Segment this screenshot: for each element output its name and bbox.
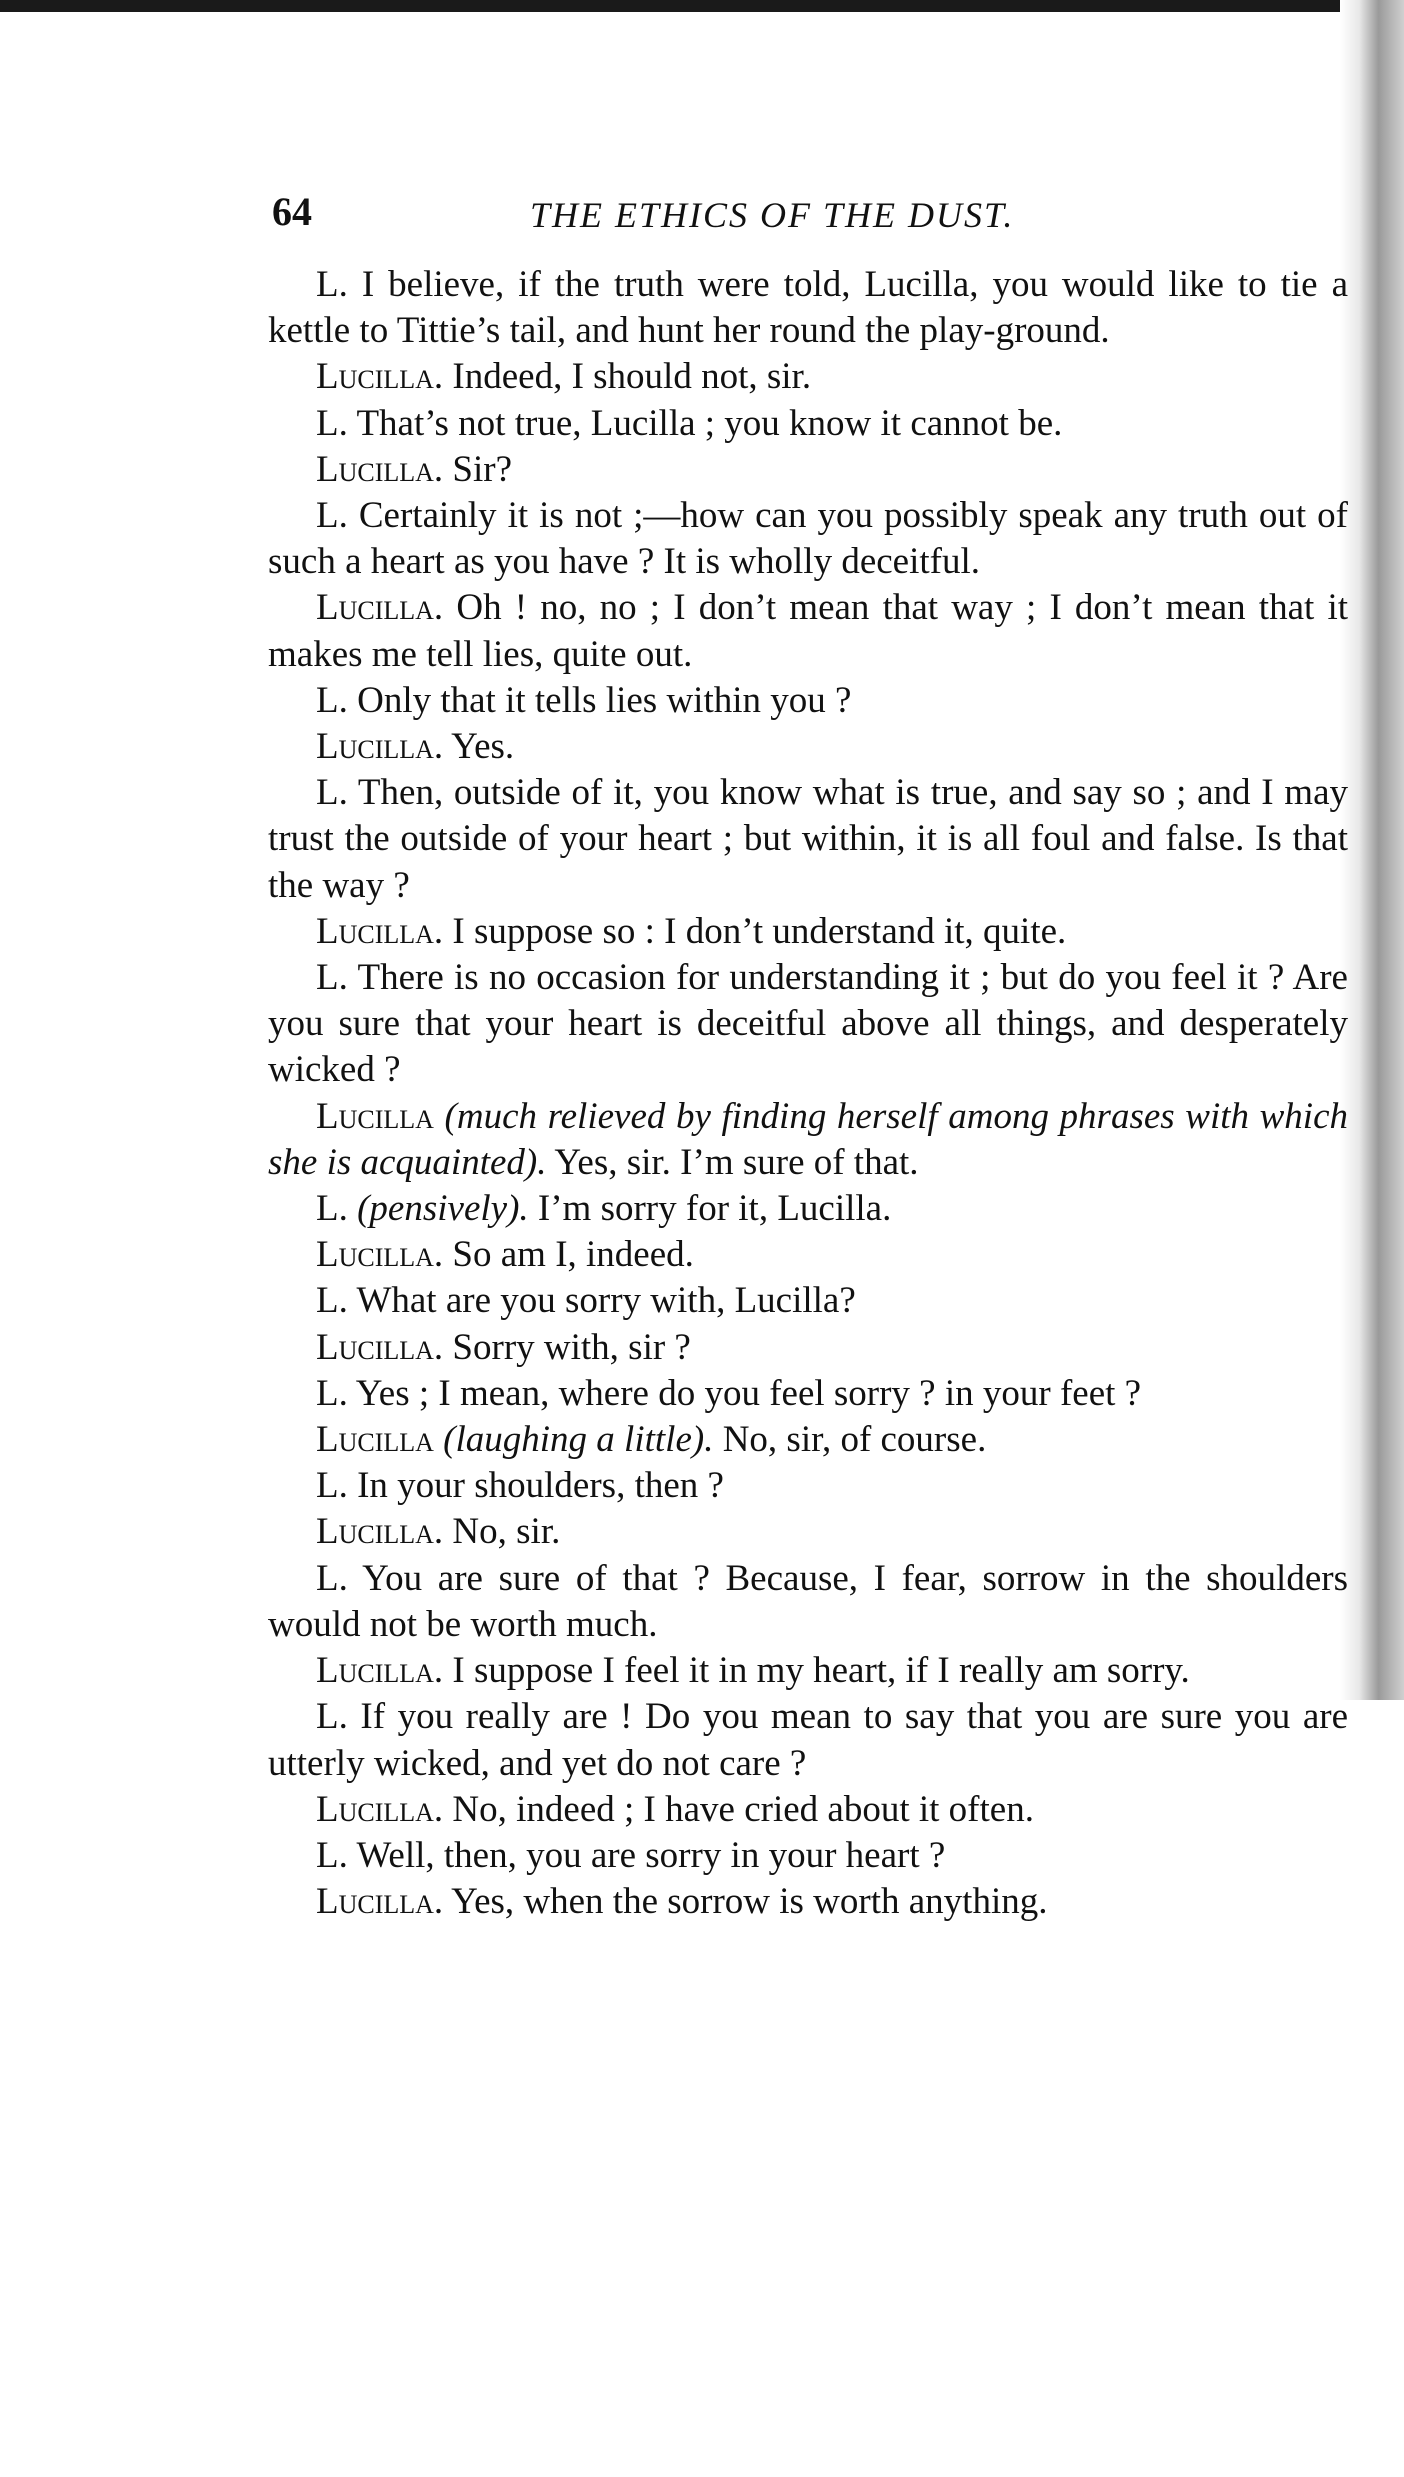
speaker-name: L. xyxy=(316,1465,348,1507)
dialogue-line xyxy=(268,1417,1348,1463)
speaker-name: L. xyxy=(316,772,348,814)
dialogue-text: Then, outside of it, you know what is true, and say so ; and I may trust the outside of your heart ; but within, it is all foul and false. Is that the way ? xyxy=(268,772,1348,906)
dialogue-line xyxy=(268,1232,1348,1278)
speaker-name: L. xyxy=(316,1834,348,1876)
speaker-name: Lucilla. xyxy=(316,1881,444,1923)
speaker-name: Lucilla. xyxy=(316,1234,444,1276)
dialogue-line xyxy=(268,1186,1348,1232)
dialogue-body xyxy=(268,262,1348,1925)
page-edge-shadow xyxy=(1340,0,1404,1700)
scan-top-border xyxy=(0,0,1404,12)
speaker-name: L. xyxy=(316,1280,348,1322)
speaker-name: Lucilla. xyxy=(316,587,444,629)
dialogue-line xyxy=(268,493,1348,585)
dialogue-line xyxy=(268,1787,1348,1833)
dialogue-text: What are you sorry with, Lucilla? xyxy=(356,1280,856,1322)
dialogue-line xyxy=(268,1556,1348,1648)
speaker-name: Lucilla. xyxy=(316,1788,444,1830)
dialogue-line xyxy=(268,1509,1348,1555)
dialogue-line xyxy=(268,724,1348,770)
dialogue-line xyxy=(268,354,1348,400)
dialogue-text: I believe, if the truth were told, Lucilla, you would like to tie a kettle to Tittie’s tail, and hunt her round the play-ground. xyxy=(268,264,1349,352)
dialogue-text: That’s not true, Lucilla ; you know it cannot be. xyxy=(356,402,1063,444)
dialogue-line xyxy=(268,1278,1348,1324)
dialogue-text: Yes. xyxy=(451,726,515,768)
speaker-name: Lucilla. xyxy=(316,910,444,952)
speaker-name: Lucilla. xyxy=(316,356,444,398)
dialogue-line xyxy=(268,1648,1348,1694)
dialogue-line xyxy=(268,770,1348,909)
speaker-name: Lucilla. xyxy=(316,448,444,490)
speaker-name: L. xyxy=(316,264,348,305)
dialogue-text: If you really are ! Do you mean to say that you are sure you are utterly wicked, and yet do not care ? xyxy=(268,1696,1348,1784)
speaker-name: L. xyxy=(316,679,348,721)
dialogue-text: Sir? xyxy=(452,448,513,490)
dialogue-text: So am I, indeed. xyxy=(452,1234,694,1276)
speaker-name: L. xyxy=(316,957,348,999)
dialogue-line xyxy=(268,585,1348,677)
page-number: 64 xyxy=(272,189,312,234)
dialogue-line xyxy=(268,1325,1348,1371)
dialogue-line xyxy=(268,447,1348,493)
dialogue-text: Yes, sir. I’m sure of that. xyxy=(554,1141,919,1183)
speaker-name: L. xyxy=(316,1188,348,1230)
dialogue-text: I suppose I feel it in my heart, if I really am sorry. xyxy=(452,1650,1190,1692)
speaker-name: Lucilla xyxy=(316,1095,434,1137)
dialogue-text: No, sir. xyxy=(452,1511,561,1553)
page-header xyxy=(272,180,1092,240)
dialogue-text: I suppose so : I don’t understand it, quite. xyxy=(452,910,1067,952)
speaker-name: L. xyxy=(316,402,348,444)
dialogue-line xyxy=(268,1879,1348,1925)
dialogue-text: Oh ! no, no ; I don’t mean that way ; I don’t mean that it makes me tell lies, quite out. xyxy=(268,587,1349,675)
dialogue-text: No, indeed ; I have cried about it often. xyxy=(452,1788,1034,1830)
stage-direction: (laughing a little). xyxy=(443,1419,714,1461)
dialogue-line xyxy=(268,1463,1348,1509)
dialogue-text: Certainly it is not ;—how can you possibly speak any truth out of such a heart as you have ? It is wholly deceitful. xyxy=(268,495,1348,583)
dialogue-text: There is no occasion for understanding it ; but do you feel it ? Are you sure that your heart is deceitful above all things, and desperately wicked ? xyxy=(268,957,1348,1091)
dialogue-text: Only that it tells lies within you ? xyxy=(357,679,852,721)
stage-direction: (much relieved by finding herself among phrases with which she is acquainted). xyxy=(268,1095,1348,1183)
dialogue-text: Indeed, I should not, sir. xyxy=(452,356,812,398)
speaker-name: Lucilla. xyxy=(316,726,444,768)
dialogue-line xyxy=(268,1833,1348,1879)
dialogue-text: Yes ; I mean, where do you feel sorry ? in your feet ? xyxy=(355,1372,1142,1414)
speaker-name: L. xyxy=(316,1557,348,1599)
dialogue-line xyxy=(268,1371,1348,1417)
dialogue-text: I’m sorry for it, Lucilla. xyxy=(537,1188,892,1230)
dialogue-line xyxy=(268,955,1348,1094)
dialogue-text: In your shoulders, then ? xyxy=(357,1465,724,1507)
running-head: THE ETHICS OF THE DUST. xyxy=(530,195,1015,235)
speaker-name: L. xyxy=(316,1696,348,1738)
speaker-name: Lucilla. xyxy=(316,1650,444,1692)
dialogue-line xyxy=(268,1694,1348,1786)
dialogue-line xyxy=(268,262,1348,354)
dialogue-text: No, sir, of course. xyxy=(722,1419,987,1461)
dialogue-text: Sorry with, sir ? xyxy=(452,1326,691,1368)
dialogue-line xyxy=(268,678,1348,724)
speaker-name: Lucilla. xyxy=(316,1326,444,1368)
stage-direction: (pensively). xyxy=(357,1188,529,1230)
speaker-name: L. xyxy=(316,495,348,537)
speaker-name: Lucilla. xyxy=(316,1511,444,1553)
dialogue-text: Yes, when the sorrow is worth anything. xyxy=(451,1881,1048,1923)
dialogue-line xyxy=(268,1094,1348,1186)
dialogue-line xyxy=(268,909,1348,955)
dialogue-text: You are sure of that ? Because, I fear, sorrow in the shoulders would not be worth much. xyxy=(268,1557,1348,1645)
dialogue-line xyxy=(268,401,1348,447)
speaker-name: Lucilla xyxy=(316,1419,434,1461)
speaker-name: L. xyxy=(316,1372,348,1414)
dialogue-text: Well, then, you are sorry in your heart ? xyxy=(356,1834,946,1876)
